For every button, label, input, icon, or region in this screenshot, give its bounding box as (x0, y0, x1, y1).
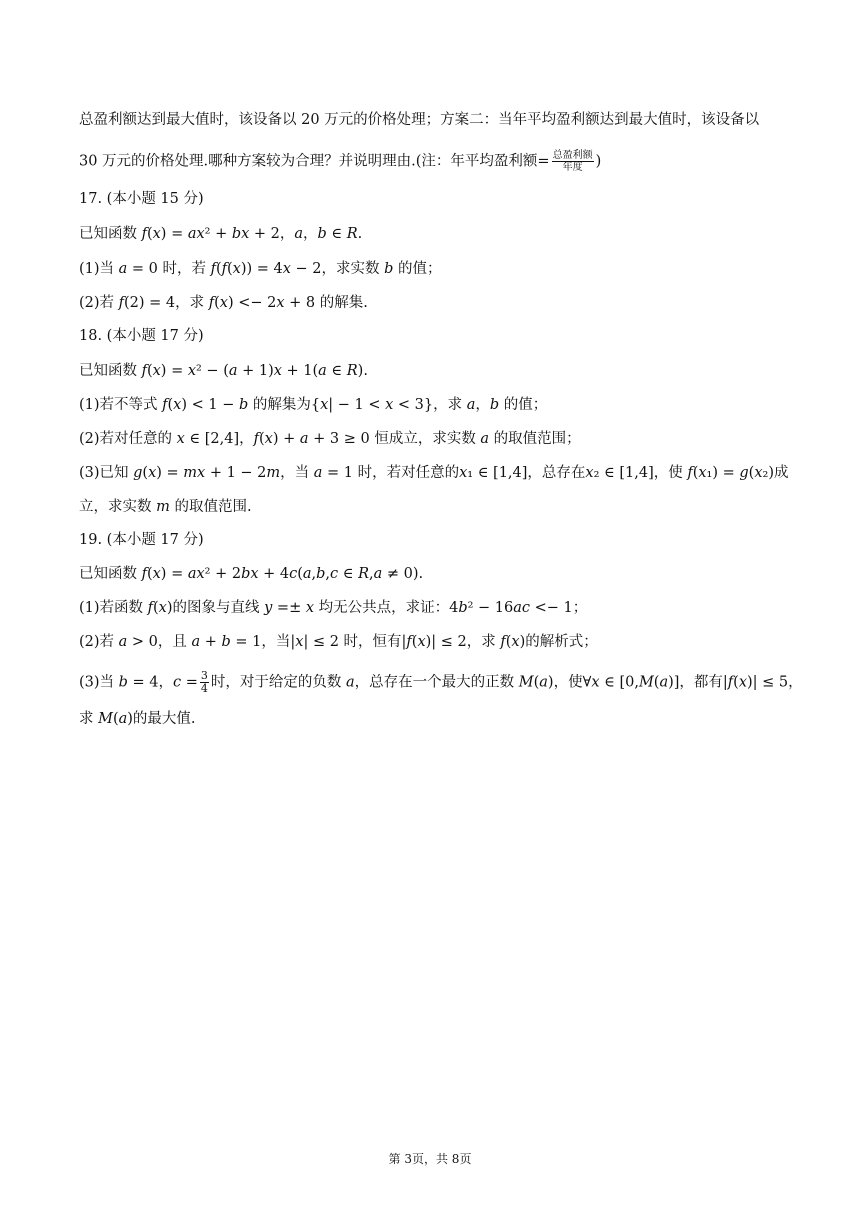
sub-question: (2)若对任意的 𝑥 ∈ [2,4]，𝑓(𝑥) + 𝑎 + 3 ≥ 0 恒成立，求实数 𝑎 的取值范围； (79, 431, 581, 447)
question-stem: 已知函数 𝑓(𝑥) = 𝑎𝑥² + 2𝑏𝑥 + 4𝑐(𝑎,𝑏,𝑐 ∈ 𝑅,𝑎 ≠ 0). (79, 566, 424, 582)
text-segment: 时，对于给定的负数 𝑎，总存在一个最大的正数 𝑀(𝑎)，使∀𝑥 ∈ [0,𝑀(𝑎)]，都有|𝑓(𝑥)| ≤ 5， (210, 674, 803, 691)
page-footer: 第 3页，共 8页 (388, 1152, 472, 1166)
fraction-denominator: 年度 (562, 162, 583, 173)
fraction-numerator: 3 (200, 669, 208, 682)
fraction (552, 150, 594, 173)
sub-question-continued: 求 𝑀(𝑎)的最大值. (79, 711, 196, 727)
fraction-numerator: 总盈利额 (552, 150, 593, 161)
question-stem: 已知函数 𝑓(𝑥) = 𝑥² − (𝑎 + 1)𝑥 + 1(𝑎 ∈ 𝑅). (79, 363, 368, 379)
text-line-with-fraction (79, 150, 790, 173)
sub-question: (1)若函数 𝑓(𝑥)的图象与直线 𝑦 =± 𝑥 均无公共点，求证：4𝑏² − 16𝑎𝑐 <− 1； (79, 600, 588, 616)
question-header: 17. (本小题 15 分) (79, 191, 204, 207)
sub-question: (3)已知 𝑔(𝑥) = 𝑚𝑥 + 1 − 2𝑚，当 𝑎 = 1 时，若对任意的𝑥₁ ∈ [1,4]，总存在𝑥₂ ∈ [1,4]，使 𝑓(𝑥₁) = 𝑔(𝑥₂)成 (79, 465, 789, 481)
sub-question-with-fraction (79, 669, 803, 695)
question-stem: 已知函数 𝑓(𝑥) = 𝑎𝑥² + 𝑏𝑥 + 2，𝑎，𝑏 ∈ 𝑅. (79, 226, 363, 242)
fraction (200, 670, 209, 695)
text-segment: (3)当 𝑏 = 4，𝑐 = (79, 674, 198, 691)
text-segment: 30 万元的价格处理.哪种方案较为合理？并说明理由.(注：年平均盈利额= (79, 153, 550, 170)
question-header: 19. (本小题 17 分) (79, 532, 204, 548)
question-header: 18. (本小题 17 分) (79, 328, 204, 344)
text-line: 总盈利额达到最大值时，该设备以 20 万元的价格处理；方案二：当年平均盈利额达到最大值时，该设备以 (79, 112, 760, 128)
sub-question-continued: 立，求实数 𝑚 的取值范围. (79, 499, 252, 515)
sub-question: (2)若 𝑓(2) = 4，求 𝑓(𝑥) <− 2𝑥 + 8 的解集. (79, 295, 368, 311)
fraction-denominator: 4 (200, 682, 208, 695)
sub-question: (1)当 𝑎 = 0 时，若 𝑓(𝑓(𝑥)) = 4𝑥 − 2，求实数 𝑏 的值； (79, 261, 442, 277)
sub-question: (2)若 𝑎 > 0，且 𝑎 + 𝑏 = 1，当|𝑥| ≤ 2 时，恒有|𝑓(𝑥)| ≤ 2，求 𝑓(𝑥)的解析式； (79, 634, 598, 650)
text-segment: ) (595, 153, 602, 170)
sub-question: (1)若不等式 𝑓(𝑥) < 1 − 𝑏 的解集为{𝑥| − 1 < 𝑥 < 3}，求 𝑎，𝑏 的值； (79, 397, 548, 413)
